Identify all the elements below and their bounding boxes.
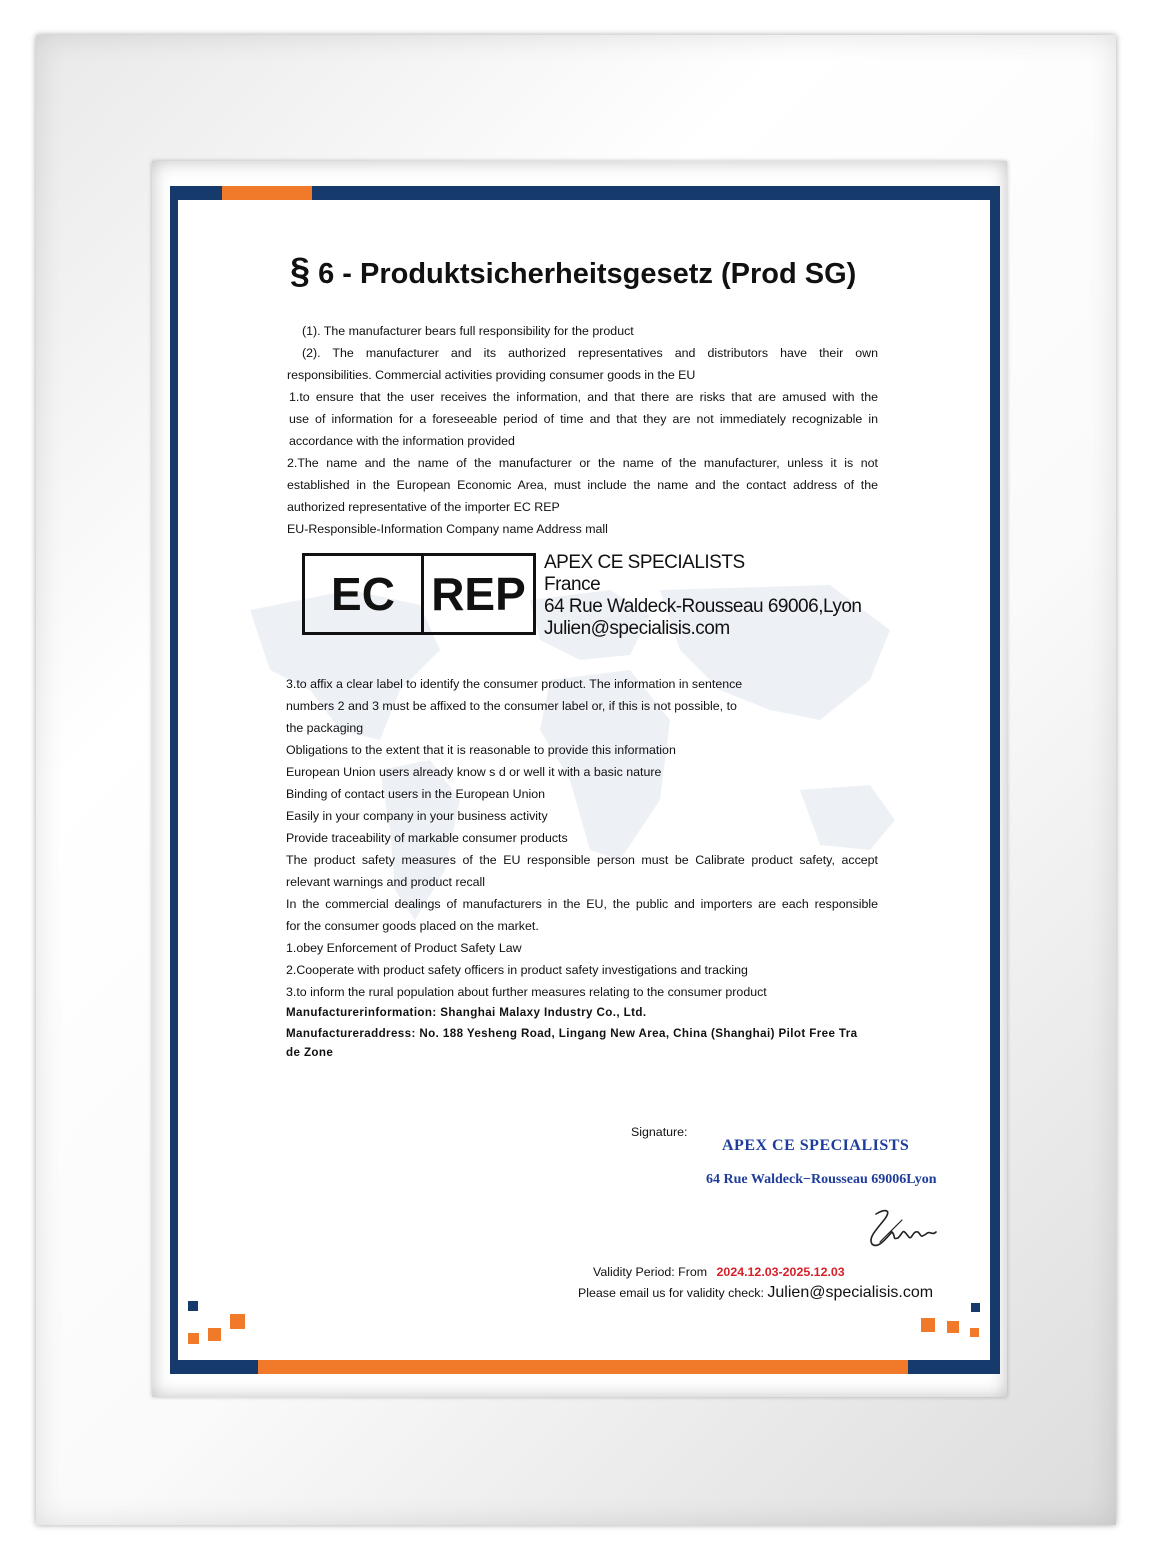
rep-email: Julien@specialisis.com — [544, 618, 730, 639]
text-line: 1.obey Enforcement of Product Safety Law — [286, 941, 522, 955]
section-1 — [287, 320, 878, 540]
text-line: 3.to inform the rural population about further measures relating to the consumer product — [286, 985, 767, 999]
text-line: In the commercial dealings of manufacturers in the EU, the public and importers are each responsible — [286, 897, 878, 911]
decor-square — [230, 1314, 245, 1329]
bottom-accent-bar — [258, 1360, 908, 1374]
validity-label: Validity Period: From — [593, 1265, 708, 1279]
validity-email — [578, 1284, 933, 1302]
ec-rep-symbol — [302, 553, 536, 635]
signature-company: APEX CE SPECIALISTS — [722, 1137, 910, 1154]
text-line: EU-Responsible-Information Company name Address mall — [287, 522, 608, 536]
text-line: Easily in your company in your business activity — [286, 809, 548, 823]
text-line: established in the European Economic Area, must include the name and the contact address of the — [287, 478, 878, 492]
handwritten-signature — [862, 1202, 942, 1252]
ec-rep-details — [544, 552, 861, 640]
decor-square — [208, 1328, 221, 1341]
rep-label: REP — [431, 568, 526, 620]
rep-address: 64 Rue Waldeck-Rousseau 69006,Lyon — [544, 596, 862, 617]
section-2 — [286, 673, 878, 1063]
decor-square — [971, 1303, 980, 1312]
text-line: European Union users already know s d or well it with a basic nature — [286, 765, 662, 779]
top-accent-bar — [222, 186, 312, 200]
validity-dates: 2024.12.03-2025.12.03 — [716, 1265, 845, 1279]
text-line: (1). The manufacturer bears full responsibility for the product — [302, 324, 634, 338]
page-title — [290, 250, 910, 292]
email-address: Julien@specialisis.com — [767, 1284, 934, 1301]
manufacturer-address: Manufactureraddress: No. 188 Yesheng Road, Lingang New Area, China (Shanghai) Pilot Free Tra — [286, 1027, 858, 1040]
text-line: authorized representative of the importer EC REP — [287, 500, 560, 514]
text-line: 1.to ensure that the user receives the information, and that there are risks that are amused with the — [289, 390, 878, 404]
title-text: 6 - Produktsicherheitsgesetz (Prod SG) — [318, 258, 857, 290]
text-line: responsibilities. Commercial activities providing consumer goods in the EU — [287, 368, 696, 382]
rep-country: France — [544, 574, 601, 595]
text-line: (2). The manufacturer and its authorized representatives and distributors have their own — [302, 346, 878, 360]
manufacturer-info: Manufacturerinformation: Shanghai Malaxy Industry Co., Ltd. — [286, 1006, 647, 1019]
decor-square — [970, 1328, 979, 1337]
signature-label: Signature: — [631, 1125, 688, 1139]
text-line: 2.The name and the name of the manufacturer or the name of the manufacturer, unless it is not — [287, 456, 878, 470]
text-line: numbers 2 and 3 must be affixed to the consumer label or, if this is not possible, to — [286, 699, 737, 713]
text-line: use of information for a foreseeable period of time and that they are not immediately recognizable in — [289, 412, 878, 426]
text-line: for the consumer goods placed on the market. — [286, 919, 539, 933]
manufacturer-address-cont: de Zone — [286, 1046, 334, 1059]
decor-square — [947, 1321, 959, 1333]
validity-period — [593, 1265, 845, 1279]
text-line: relevant warnings and product recall — [286, 875, 486, 889]
text-line: Obligations to the extent that it is reasonable to provide this information — [286, 743, 676, 757]
decor-square — [921, 1318, 935, 1332]
text-line: The product safety measures of the EU responsible person must be Calibrate product safety, accept — [286, 853, 878, 867]
email-label: Please email us for validity check: — [578, 1286, 764, 1300]
rep-company: APEX CE SPECIALISTS — [544, 552, 745, 573]
ec-label: EC — [305, 556, 424, 632]
text-line: the packaging — [286, 721, 364, 735]
text-line: Provide traceability of markable consumer products — [286, 831, 568, 845]
text-line: 2.Cooperate with product safety officers in product safety investigations and tracking — [286, 963, 748, 977]
text-line: Binding of contact users in the European Union — [286, 787, 545, 801]
decor-square — [188, 1333, 199, 1344]
decor-square — [188, 1301, 198, 1311]
section-symbol: § — [290, 250, 311, 291]
text-line: 3.to affix a clear label to identify the consumer product. The information in sentence — [286, 677, 743, 691]
text-line: accordance with the information provided — [289, 434, 515, 448]
signature-address: 64 Rue Waldeck−Rousseau 69006Lyon — [706, 1172, 937, 1187]
